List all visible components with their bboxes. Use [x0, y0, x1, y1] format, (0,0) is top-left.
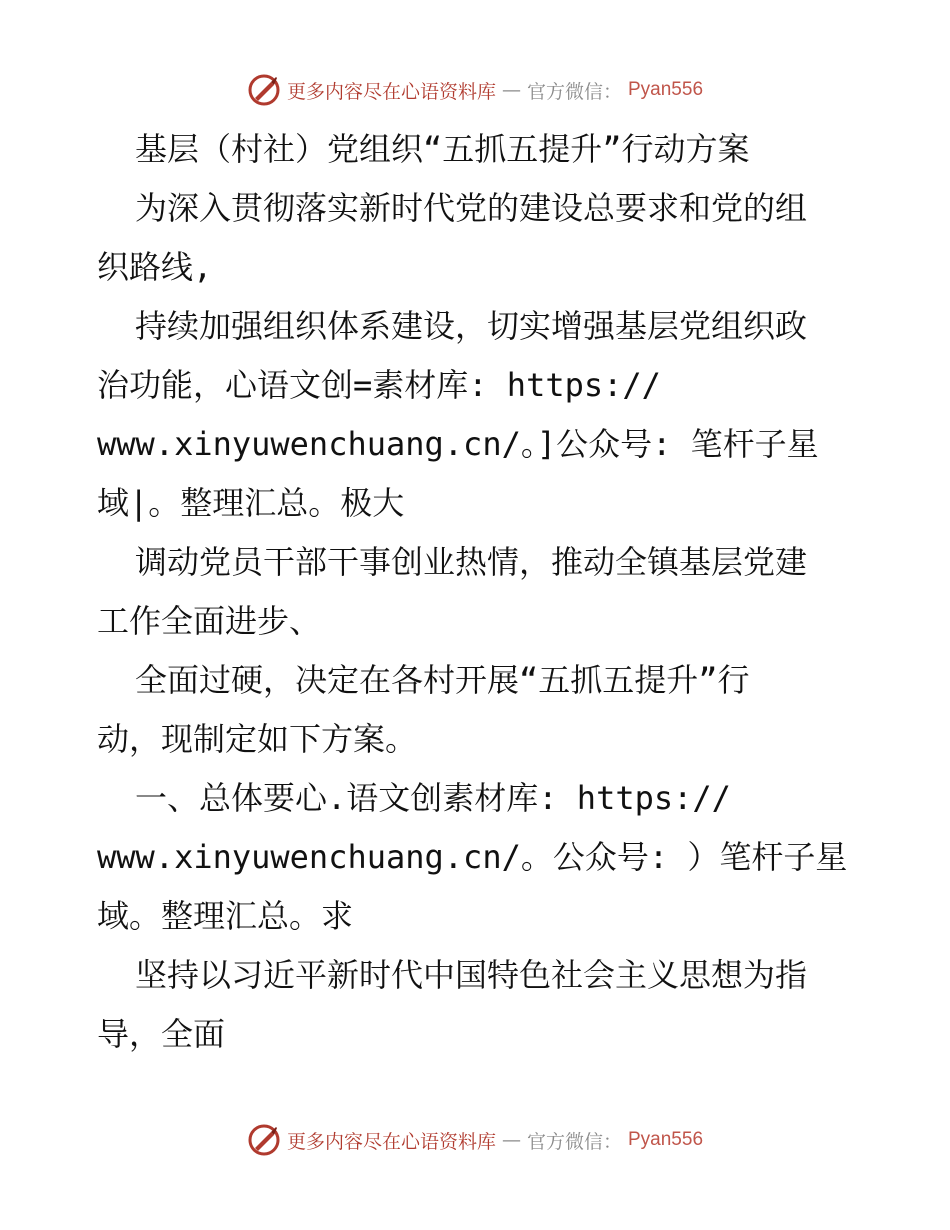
- header-banner: [0, 70, 950, 110]
- header-wechat-id: Pyan556: [628, 79, 704, 100]
- document-line: 动，现制定如下方案。: [97, 720, 418, 758]
- document-line: 持续加强组织体系建设，切实增强基层党组织政: [135, 307, 808, 345]
- header-wechat-label: 官方微信：: [526, 80, 622, 103]
- document-line: 域|。整理汇总。极大: [97, 484, 405, 522]
- quill-logo-icon: [247, 73, 281, 107]
- document-line: 一、总体要心.语文创素材库: https://: [135, 779, 731, 817]
- document-line: 坚持以习近平新时代中国特色社会主义思想为指: [135, 956, 808, 994]
- document-line: 全面过硬，决定在各村开展“五抓五提升”行: [135, 661, 750, 699]
- footer-wechat-label: 官方微信：: [526, 1130, 622, 1153]
- header-banner-text: 更多内容尽在心语资料库: [286, 80, 496, 103]
- document-title: 基层（村社）党组织“五抓五提升”行动方案: [135, 130, 750, 168]
- document-line: 为深入贯彻落实新时代党的建设总要求和党的组: [135, 189, 808, 227]
- footer-banner-separator: —: [501, 1129, 521, 1151]
- document-line: www.xinyuwenchuang.cn/。]公众号: 笔杆子星: [97, 425, 819, 463]
- document-paragraphs: [97, 179, 857, 1064]
- quill-logo-icon: [247, 1123, 281, 1157]
- footer-banner-text: 更多内容尽在心语资料库: [286, 1130, 496, 1153]
- document-line: 导，全面: [97, 1015, 226, 1053]
- document-line: www.xinyuwenchuang.cn/。公众号: ）笔杆子星: [97, 838, 848, 876]
- document-line: 调动党员干部干事创业热情，推动全镇基层党建: [135, 543, 808, 581]
- document-line: 织路线,: [97, 248, 213, 286]
- footer-wechat-id: Pyan556: [628, 1129, 704, 1150]
- footer-banner: [0, 1120, 950, 1160]
- document-body: [97, 120, 857, 1064]
- header-banner-separator: —: [501, 79, 521, 101]
- document-line: 治功能，心语文创=素材库: https://: [97, 366, 661, 404]
- document-line: 工作全面进步、: [97, 602, 322, 640]
- document-line: 域。整理汇总。求: [97, 897, 354, 935]
